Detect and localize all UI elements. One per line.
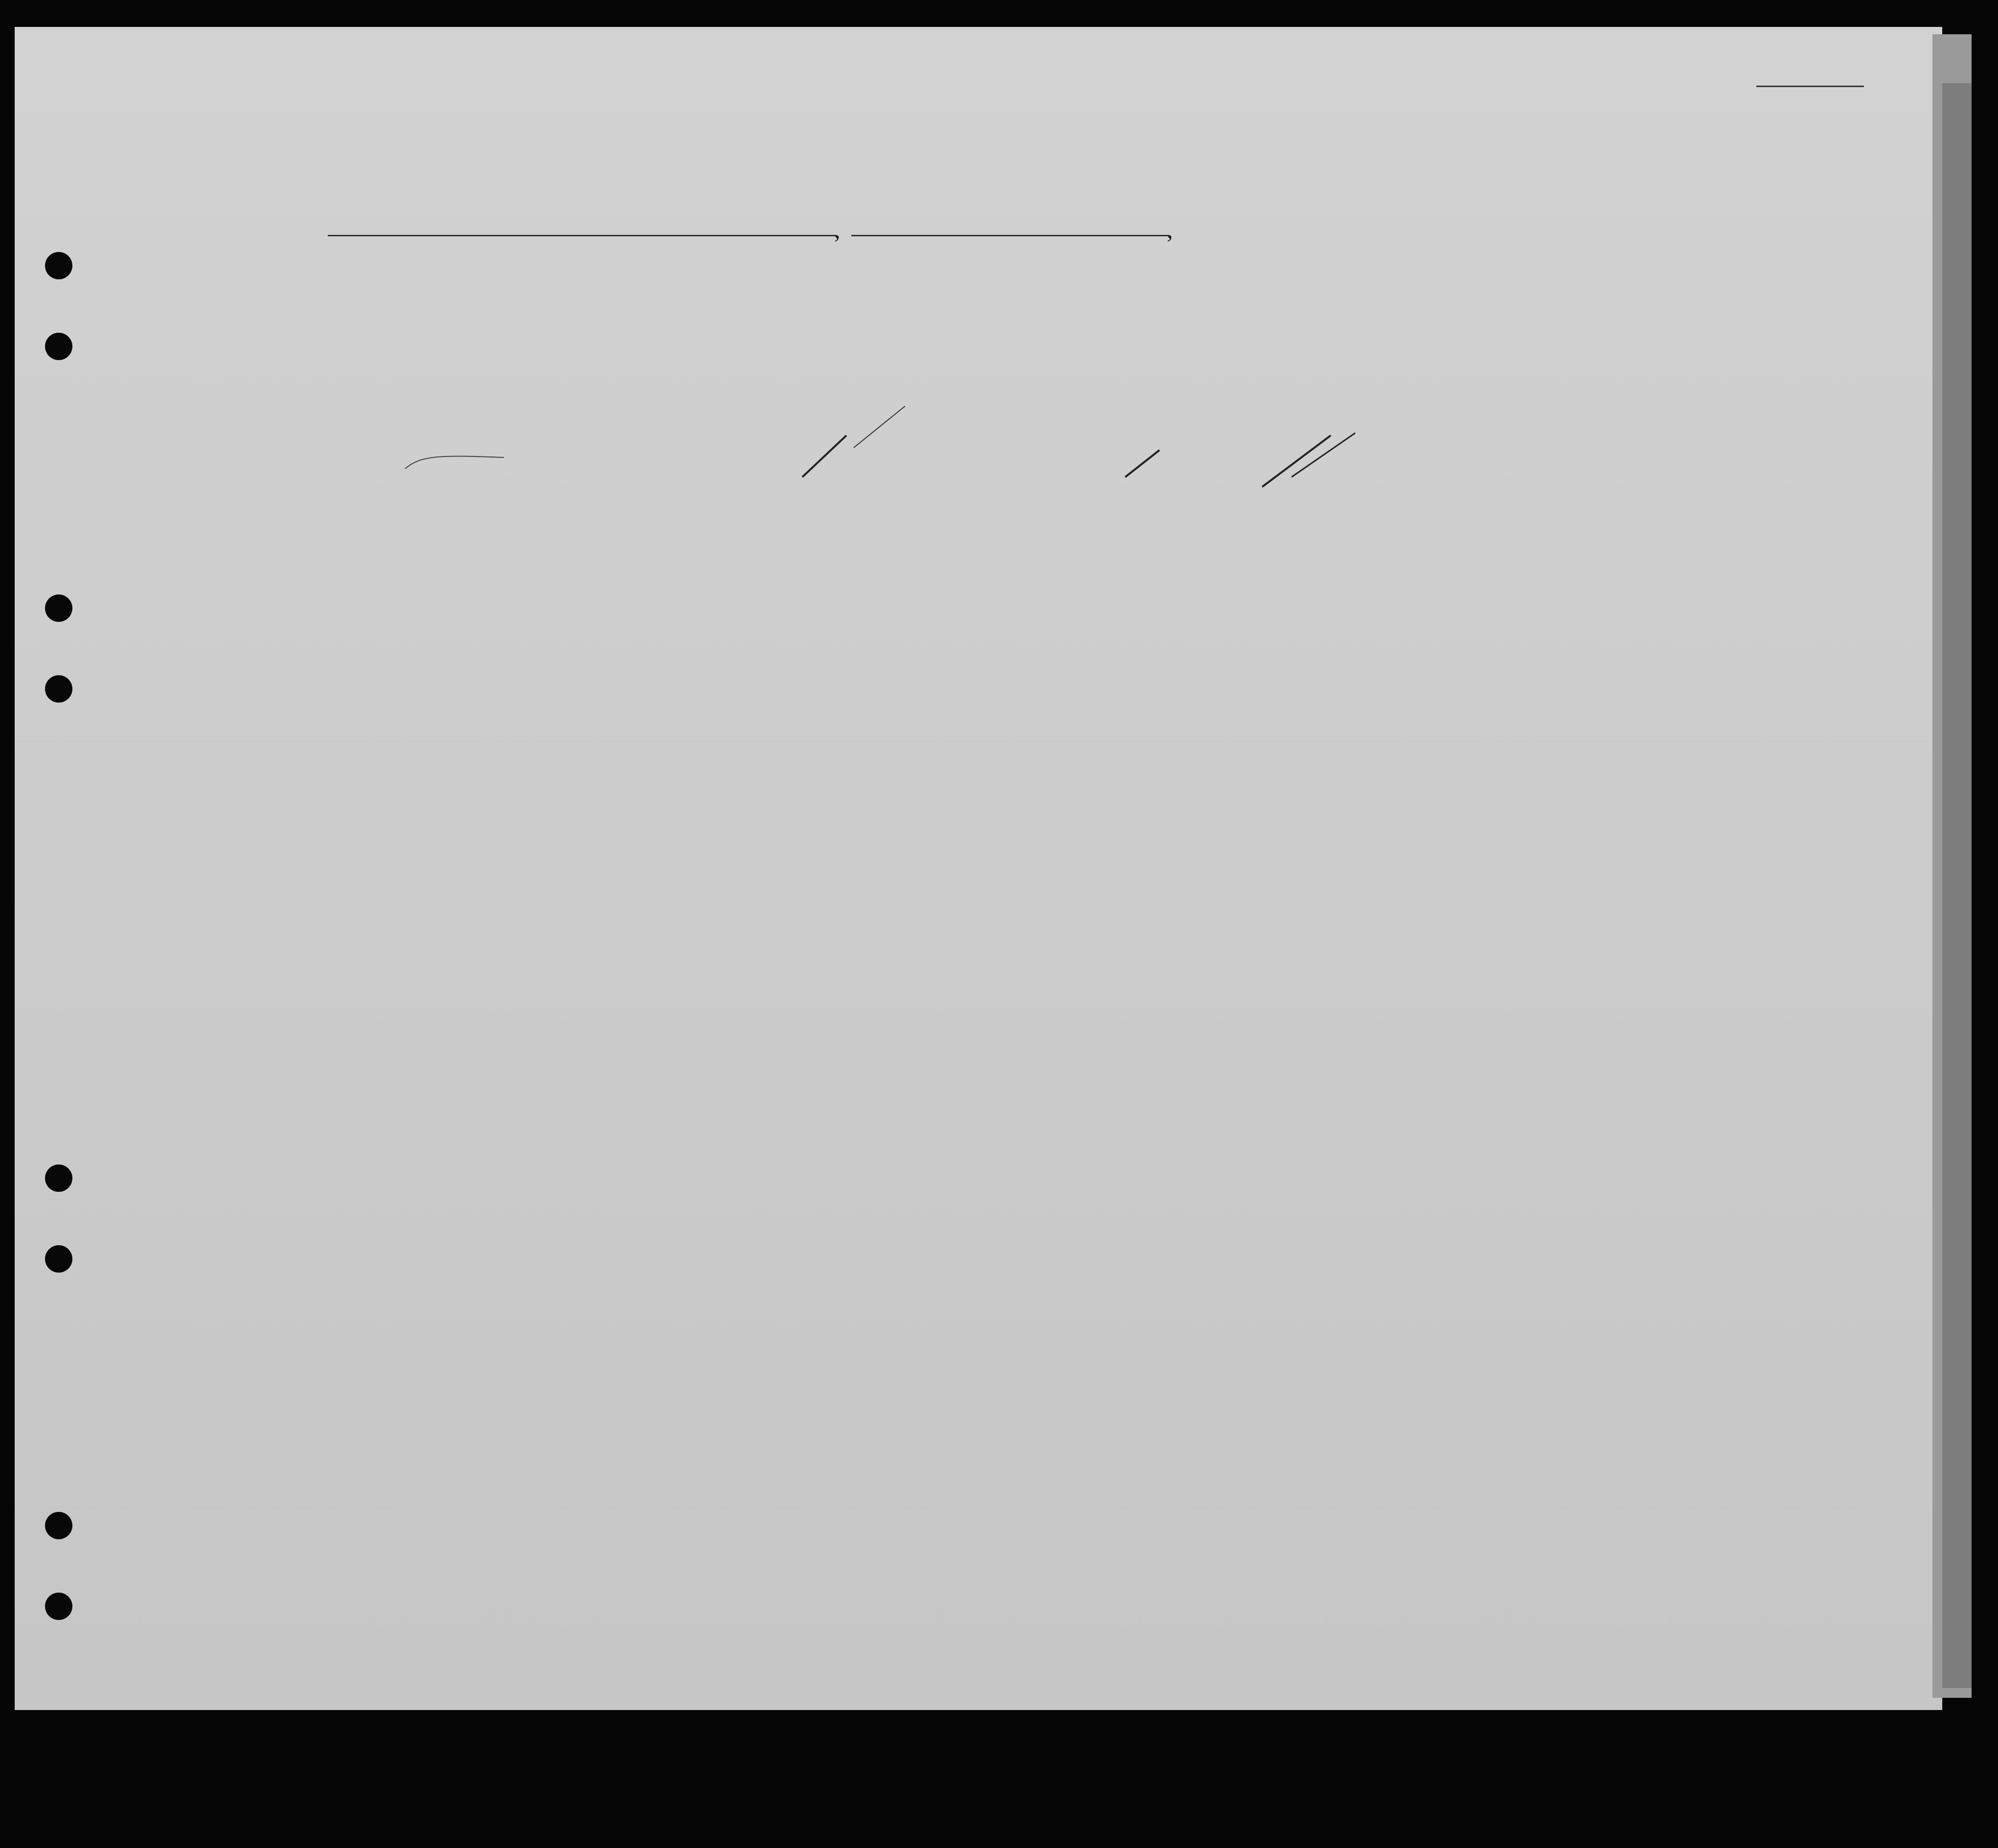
comma: , — [1167, 216, 1173, 243]
comma: , — [834, 216, 840, 243]
